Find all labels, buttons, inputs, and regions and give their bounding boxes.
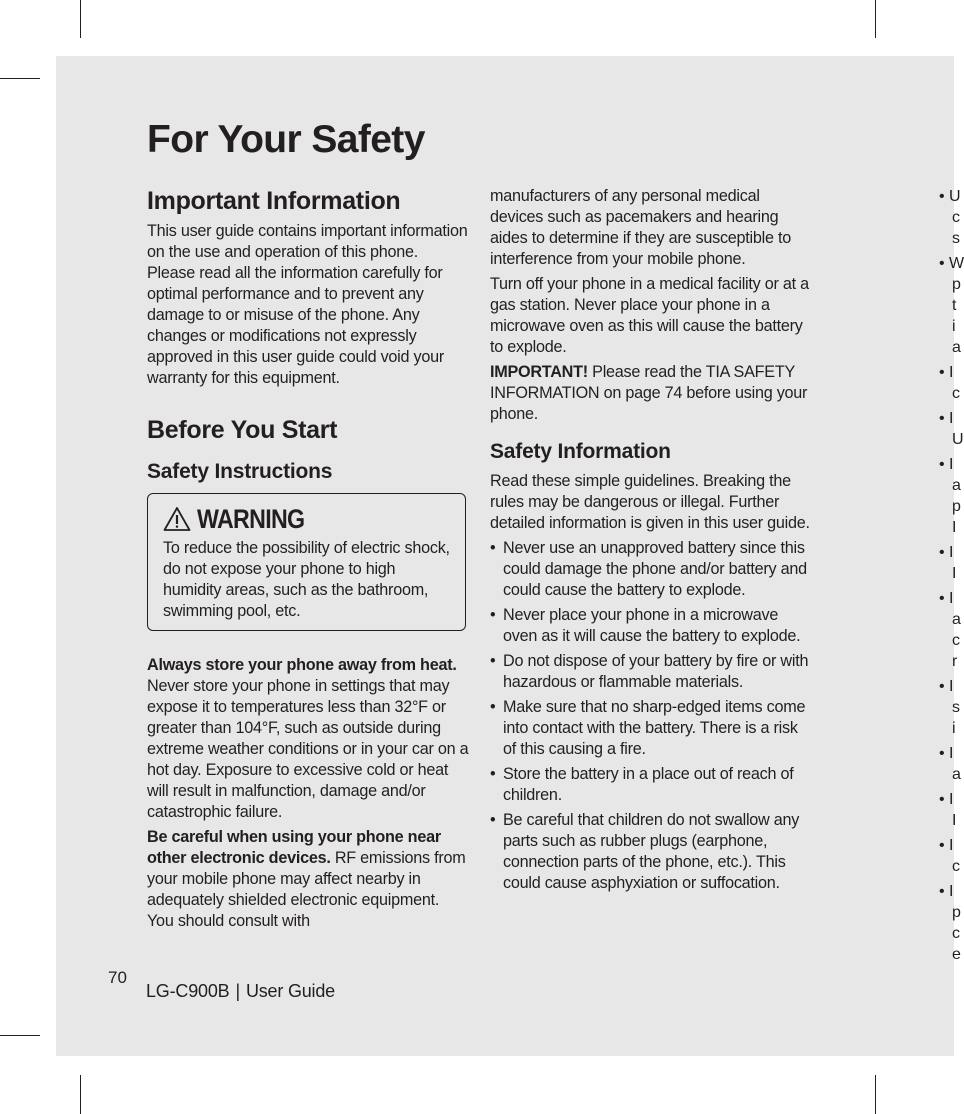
edge-fragment: s [952,699,960,716]
crop-mark [80,0,81,38]
edge-fragment: c [952,632,960,649]
edge-fragment: a [952,611,961,628]
electronics-paragraph [147,827,469,932]
footer-separator: | [235,981,240,1001]
important-notice-text: Please read the TIA SAFETY INFORMATION on page 74 before using your phone. [490,363,808,423]
edge-fragment: c [952,209,960,226]
edge-fragment: • I [939,745,954,762]
bullet-item: • Make sure that no sharp-edged items come into contact with the battery. There is a risk of this causing a fire. [490,697,812,760]
page-number: 70 [108,968,127,987]
edge-fragment: a [952,477,961,494]
crop-mark [875,0,876,38]
edge-fragment: • I [939,364,954,381]
bullet-item: • Be careful that children do not swallow any parts such as rubber plugs (earphone, connection parts of the phone, etc.). This could cause asphyxiation or suffocation. [490,810,812,894]
before-you-start-heading: Before You Start [147,416,338,444]
crop-mark [80,1075,81,1114]
edge-fragment: • I [939,544,954,561]
edge-fragment: r [952,653,958,670]
bullet-item: • Do not dispose of your battery by fire or with hazardous or flammable materials. [490,651,812,693]
edge-fragment: I [952,519,957,536]
important-bold: IMPORTANT! [490,363,588,381]
footer [146,981,335,1002]
crop-mark [875,1075,876,1114]
edge-fragment: I [952,812,957,829]
footer-doc: User Guide [245,981,335,1001]
edge-fragment: p [952,276,961,293]
heat-bold: Always store your phone away from heat. [147,656,457,674]
edge-fragment: p [952,498,961,515]
edge-fragment: • U [939,188,961,205]
edge-fragment: p [952,904,961,921]
important-information-heading: Important Information [147,187,401,215]
edge-fragment: a [952,339,961,356]
edge-fragment: c [952,385,960,402]
turn-off-text: Turn off your phone in a medical facility or at a gas station. Never place your phone in a microwave oven as this will cause the battery to explode. [490,275,809,356]
edge-fragment: i [952,318,956,335]
middle-column [490,186,812,898]
edge-fragment: • I [939,883,954,900]
clipped-right-column [939,186,964,966]
edge-fragment: • W [939,255,964,272]
important-information-text: This user guide contains important information on the use and operation of this phone. Please read all the information carefully for optimal performance and to prevent any damage to or misuse of the phone. Any changes or modifications not expressly approved in this user guide could void your warranty for this equipment. [147,222,468,387]
edge-fragment: • I [939,456,954,473]
edge-fragment: • I [939,590,954,607]
edge-fragment: • I [939,837,954,854]
edge-fragment: e [952,946,961,963]
page-title: For Your Safety [147,118,425,161]
electronics-text: RF emissions from your mobile phone may affect nearby in adequately shielded electronic equipment. You should consult with [147,849,466,930]
edge-fragment: U [952,431,964,448]
crop-mark [0,78,40,79]
heat-paragraph [147,655,469,823]
edge-fragment: • I [939,410,954,427]
warning-box [147,493,466,631]
edge-fragment: • I [939,791,954,808]
edge-fragment: a [952,766,961,783]
safety-instructions-heading: Safety Instructions [147,460,333,483]
safety-information-heading: Safety Information [490,440,671,463]
warning-header [163,502,451,536]
edge-fragment: t [952,297,957,314]
continued-text: manufacturers of any personal medical devices such as pacemakers and hearing aides to determine if they are susceptible to interference from your mobile phone. [490,187,791,268]
heat-text: Never store your phone in settings that may expose it to temperatures less than 32°F or greater than 104°F, such as outside during extreme weather conditions or in your car on a hot day. Exposure to excessive cold or heat will result in malfunction, damage and/or catastrophic failure. [147,677,469,821]
edge-fragment: s [952,230,960,247]
electronics-bold: Be careful when using your phone near other electronic devices. [147,828,441,867]
safety-bullet-list [490,538,812,894]
edge-fragment: c [952,858,960,875]
edge-fragment: • I [939,678,954,695]
bullet-item: • Store the battery in a place out of reach of children. [490,764,812,806]
crop-mark [0,1035,40,1036]
edge-fragment: i [952,720,956,737]
important-notice [490,362,812,425]
edge-fragment: c [952,925,960,942]
footer-model: LG-C900B [146,981,230,1001]
bullet-item: • Never use an unapproved battery since this could damage the phone and/or battery and could cause the battery to explode. [490,538,812,601]
edge-fragment: I [952,565,957,582]
warning-text: To reduce the possibility of electric shock, do not expose your phone to high humidity areas, such as the bathroom, swimming pool, etc. [163,539,450,620]
warning-label: WARNING [197,503,305,534]
left-column [147,186,469,936]
bullet-item: • Never place your phone in a microwave oven as it will cause the battery to explode. [490,605,812,647]
safety-information-text: Read these simple guidelines. Breaking the rules may be dangerous or illegal. Further detailed information is given in this user guide. [490,472,810,532]
warning-triangle-icon [163,506,191,532]
